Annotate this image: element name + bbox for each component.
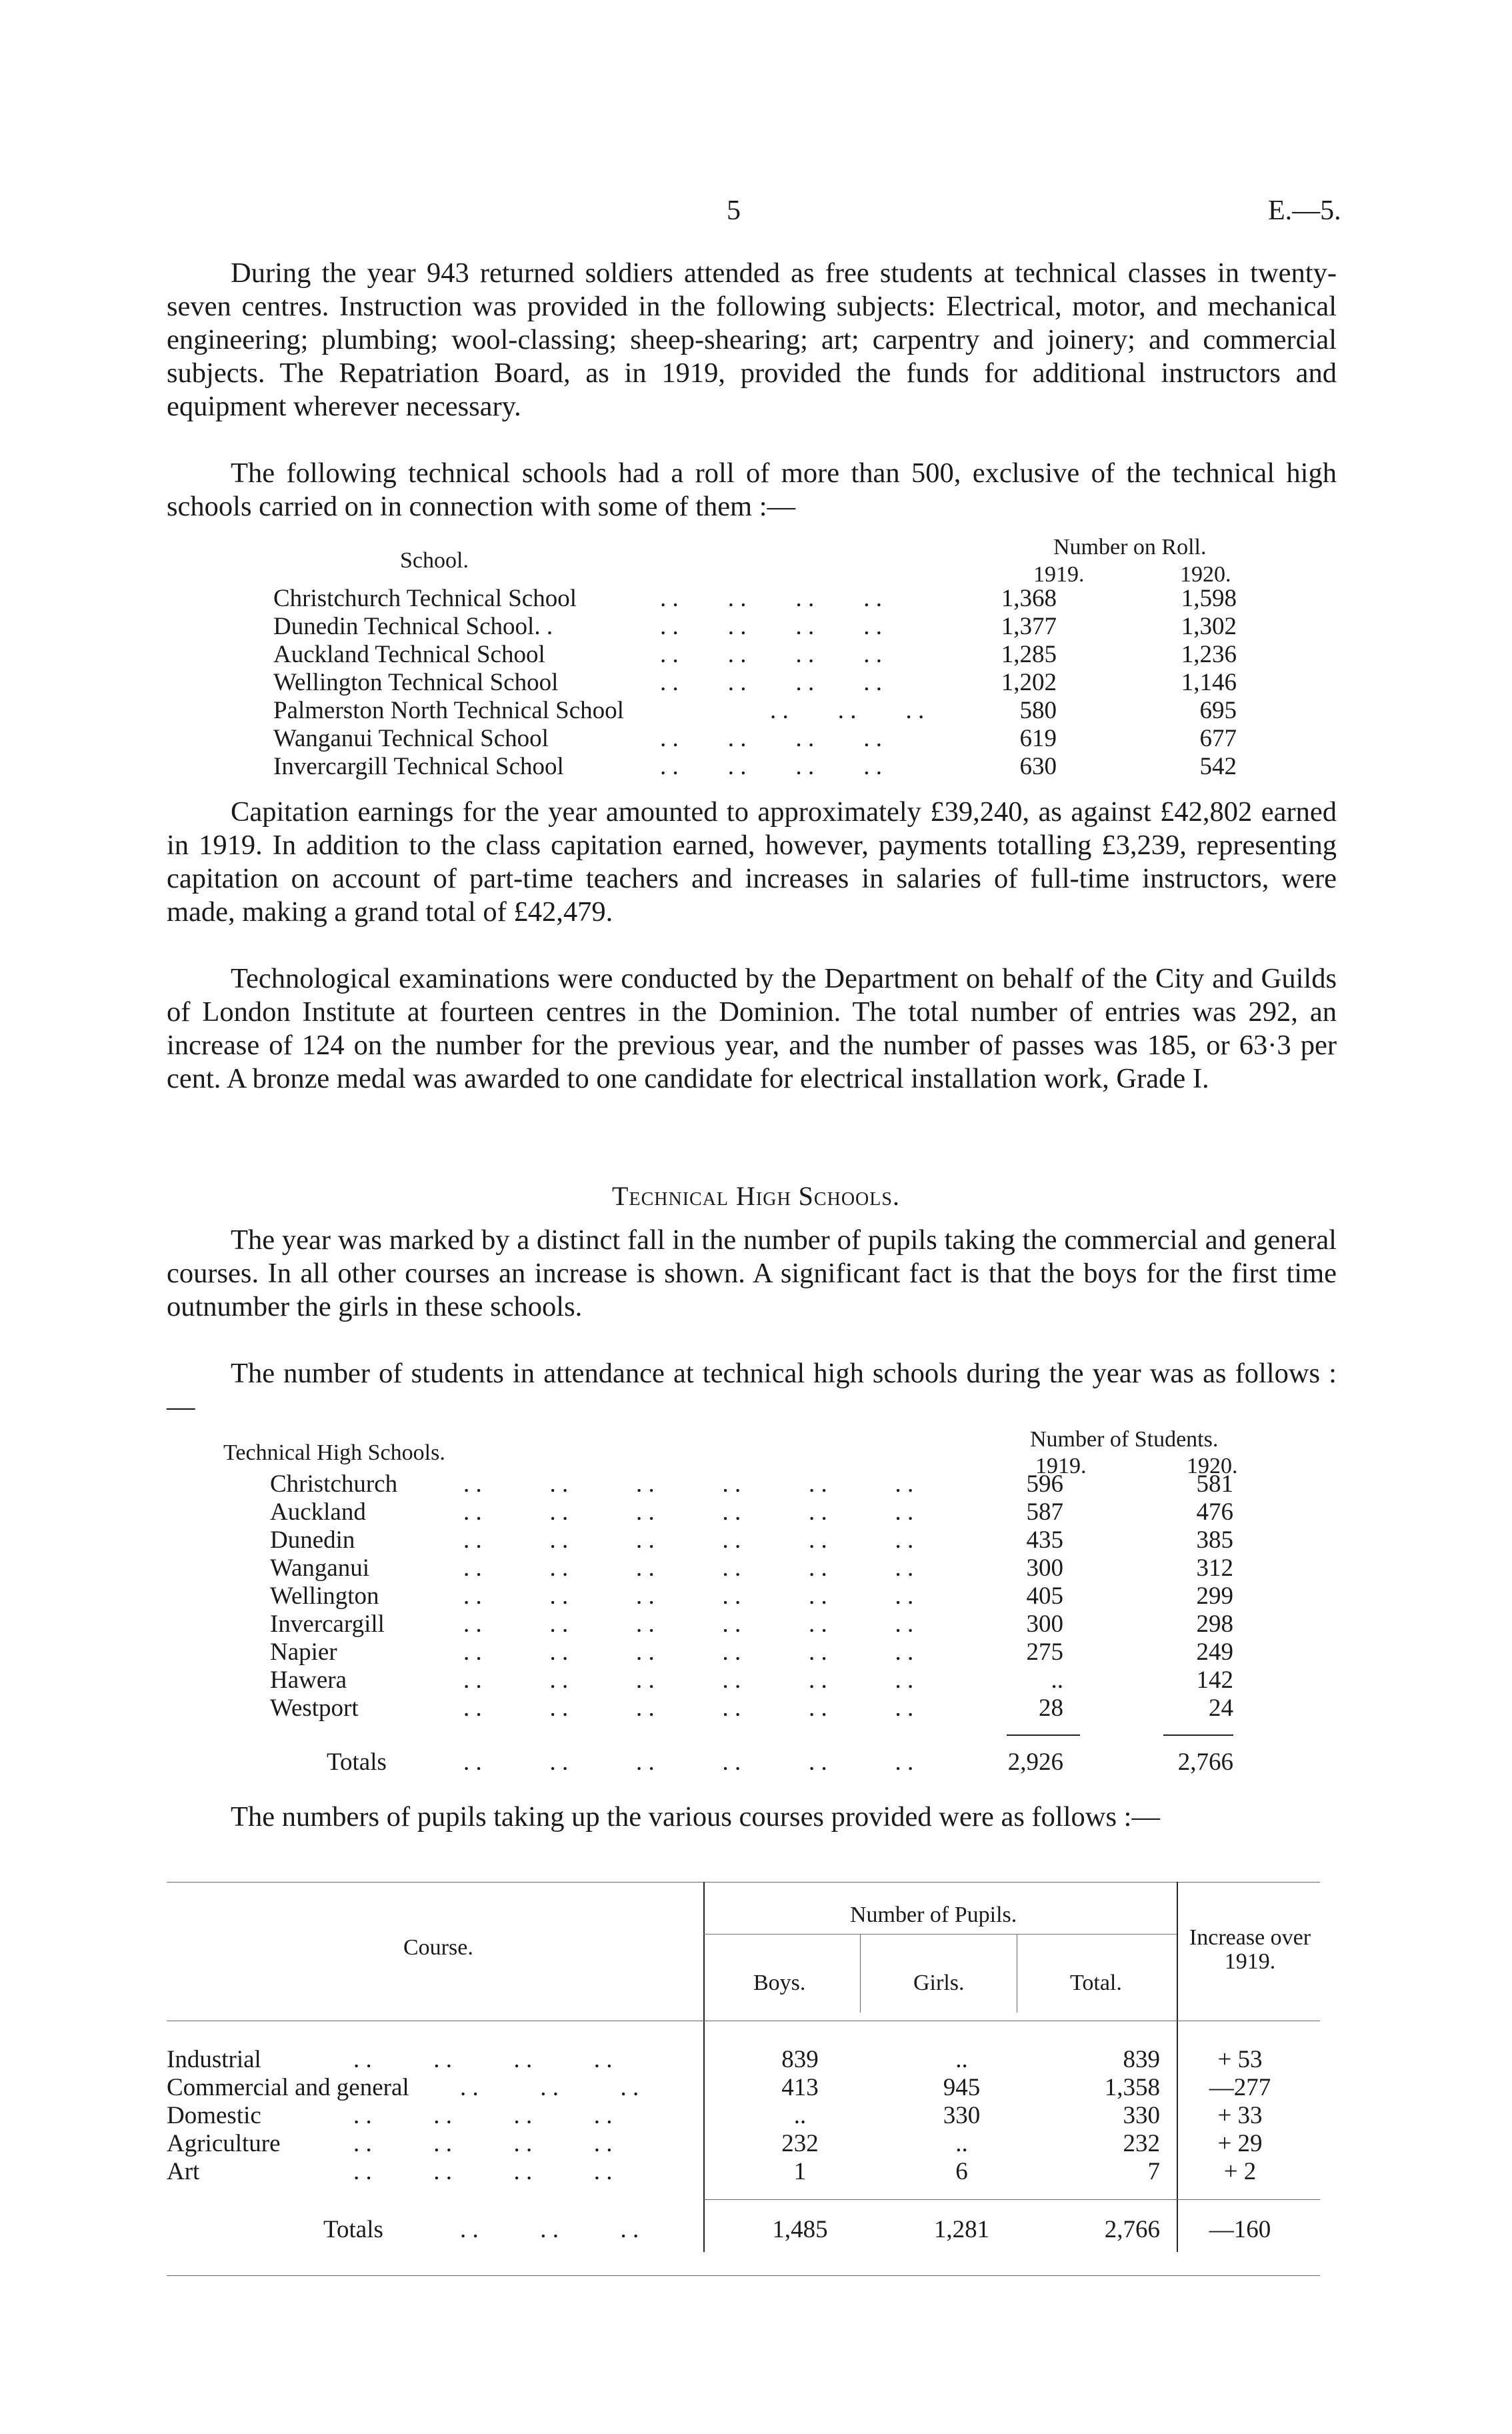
course-name: Art [167,2158,200,2185]
value-1920: 1,598 [1181,585,1237,612]
table3-group-rule [703,1934,1177,1935]
paragraph-technological-exams: Technological examinations were conducted by the Department on behalf of the City and Guilds of London Institute at fourteen centres in the Dominion. The total number of entries was 292, an increase of 124 on the number for the previous year, and the number of passes was 185, or 63·3 per cent. A bronze medal was awarded to one candidate for electrical installation work, Grade I. [167,963,1337,1094]
increase-value: + 53 [1217,2046,1263,2073]
value-1919: 435 [1026,1526,1063,1554]
value-1919: 1,377 [1001,613,1057,640]
value-1920: 1,302 [1181,613,1237,640]
totals-label: Totals [327,1748,387,1776]
increase-value: + 29 [1217,2130,1263,2157]
value-1919: 587 [1026,1498,1063,1526]
school-name: Auckland Technical School [273,641,545,668]
table-row: Westport . . . . . . . . . . . . 28 24 [270,1694,1233,1722]
table-row: Wellington Technical School . . . . . . . . 1,202 1,146 [273,669,1237,696]
totals-1919: 2,926 [1007,1748,1063,1776]
value-1919: 300 [1026,1610,1063,1638]
school-name: Wellington Technical School [273,669,559,696]
table1-1919-header: 1919. [1033,562,1085,587]
value-1919: 1,202 [1001,669,1057,696]
value-1919: 405 [1026,1582,1063,1610]
school-name: Invercargill Technical School [273,753,564,780]
table-row: Dunedin Technical School. . . . . . . . . . 1,377 1,302 [273,613,1237,640]
table1-1920-header: 1920. [1180,562,1231,587]
table3-course-header: Course. [403,1935,473,1960]
increase-value: + 2 [1223,2158,1257,2185]
school-name: Invercargill [270,1610,385,1638]
table-row: Invercargill . . . . . . . . . . . . 300 298 [270,1610,1233,1638]
totals-total: 2,766 [1104,2216,1160,2243]
total-value: 232 [1123,2130,1160,2157]
course-name: Commercial and general [167,2074,409,2101]
table2-rows [270,1470,1233,1722]
table-row: Invercargill Technical School . . . . . . . . 630 542 [273,753,1237,780]
table-row: Wellington . . . . . . . . . . . . 405 299 [270,1582,1233,1610]
total-value: 330 [1123,2102,1160,2129]
value-1920: 24 [1209,1694,1233,1722]
totals-boys: 1,485 [772,2216,828,2243]
boys-value: 1 [793,2158,807,2185]
girls-value: .. [955,2130,968,2157]
course-name: Industrial [167,2046,261,2073]
school-name: Dunedin Technical School [273,613,535,640]
paragraph-attendance-intro: The number of students in attendance at technical high schools during the year was as follows :— [167,1358,1337,1422]
table2-1920-header: 1920. [1187,1454,1238,1478]
total-value: 839 [1123,2046,1160,2073]
course-name: Agriculture [167,2130,281,2157]
school-name: Dunedin [270,1526,355,1554]
girls-value: 330 [943,2102,981,2129]
value-1919: 630 [1019,753,1057,780]
total-value: 1,358 [1104,2074,1160,2101]
table-row: Commercial and general . . . . . . 413 945 1,358 —277 [167,2074,1320,2102]
school-name: Westport [270,1694,359,1722]
value-1920: 142 [1196,1666,1233,1694]
boys-value: 413 [781,2074,819,2101]
school-name: Christchurch Technical School [273,585,577,612]
table-row: Art . . . . . . . . 1 6 7 + 2 [167,2158,1320,2186]
paragraph-capitation: Capitation earnings for the year amounted to approximately £39,240, as against £42,802 earned in 1919. In addition to the class capitation earned, however, payments totalling £3,239, representing capitation on account of part-time teachers and increases in salaries of full-time instructors, were made, making a grand total of £42,479. [167,796,1337,928]
school-name: Napier [270,1638,337,1666]
page-number: 5 [727,195,741,226]
value-1919: 596 [1026,1470,1063,1498]
totals-girls: 1,281 [933,2216,990,2243]
value-1920: 677 [1199,725,1237,752]
girls-value: .. [955,2046,968,2073]
table2-1919-header: 1919. [1035,1454,1087,1478]
totals-rule-1920 [1163,1734,1233,1736]
table3-rows [167,2046,1320,2186]
paragraph-courses-intro: The numbers of pupils taking up the various courses provided were as follows :— [231,1801,1160,1833]
value-1920: 1,236 [1181,641,1237,668]
table-row: Palmerston North Technical School . . . . . . 580 695 [273,697,1237,724]
school-name: Auckland [270,1498,366,1526]
value-1920: 298 [1196,1610,1233,1638]
value-1919: 1,285 [1001,641,1057,668]
value-1920: 476 [1196,1498,1233,1526]
table-row: Dunedin . . . . . . . . . . . . 435 385 [270,1526,1233,1554]
table3-girls-header: Girls. [913,1971,965,1995]
table-row: Christchurch . . . . . . . . . . . . 596 581 [270,1470,1233,1498]
school-name: Christchurch [270,1470,398,1498]
table-row: Auckland Technical School . . . . . . . . 1,285 1,236 [273,641,1237,668]
table-row: Industrial . . . . . . . . 839 .. 839 + 53 [167,2046,1320,2074]
table-row: Hawera . . . . . . . . . . . . .. 142 [270,1666,1233,1694]
boys-value: 839 [781,2046,819,2073]
table-row: Wanganui Technical School . . . . . . . . 619 677 [273,725,1237,752]
boys-value: .. [793,2102,807,2129]
table3-top-rule [167,1882,1320,1883]
value-1920: 542 [1199,753,1237,780]
value-1920: 581 [1196,1470,1233,1498]
table2-group-header: Number of Students. [1030,1427,1219,1452]
table2-school-header: Technical High Schools. [223,1440,445,1465]
table-row: Napier . . . . . . . . . . . . 275 249 [270,1638,1233,1666]
table-row: Auckland . . . . . . . . . . . . 587 476 [270,1498,1233,1526]
table1-school-header: School. [400,548,469,573]
section-heading-technical-high-schools: Technical High Schools. [612,1181,900,1211]
table-row: Wanganui . . . . . . . . . . . . 300 312 [270,1554,1233,1582]
totals-rule-1919 [1007,1734,1080,1736]
table3-boys-header: Boys. [753,1971,806,1995]
table-row: Agriculture . . . . . . . . 232 .. 232 + 29 [167,2130,1320,2158]
paragraph-technical-schools-intro: The following technical schools had a roll of more than 500, exclusive of the technical high schools carried on in connection with some of them :— [167,457,1337,522]
value-1920: 312 [1196,1554,1233,1582]
table1-rows [273,585,1237,781]
boys-value: 232 [781,2130,819,2157]
value-1919: 619 [1019,725,1057,752]
value-1920: 249 [1196,1638,1233,1666]
table2-totals-row: Totals . . . . . . . . . . . . 2,926 2,766 [327,1748,1233,1776]
table3-increase-header: Increase over 1919. [1189,1925,1311,1974]
course-name: Domestic [167,2102,261,2129]
document-reference: E.—5. [1268,195,1341,226]
value-1920: 299 [1196,1582,1233,1610]
value-1920: 1,146 [1181,669,1237,696]
value-1919: 580 [1019,697,1057,724]
table1-group-header: Number on Roll. [1053,535,1207,559]
girls-value: 945 [943,2074,981,2101]
table3-total-header: Total. [1070,1971,1122,1995]
value-1920: 695 [1199,697,1237,724]
value-1919: 1,368 [1001,585,1057,612]
school-name: Hawera [270,1666,347,1694]
totals-increase: —160 [1209,2216,1271,2243]
value-1919: 300 [1026,1554,1063,1582]
school-name: Wellington [270,1582,379,1610]
totals-1920: 2,766 [1177,1748,1233,1776]
increase-value: + 33 [1217,2102,1263,2129]
increase-value: —277 [1209,2074,1271,2101]
value-1919: 275 [1026,1638,1063,1666]
value-1919: .. [1051,1666,1063,1694]
table3-totals-rule [703,2199,1320,2200]
table-row: Christchurch Technical School . . . . . . . . 1,368 1,598 [273,585,1237,612]
value-1920: 385 [1196,1526,1233,1554]
paragraph-year-marked: The year was marked by a distinct fall in the number of pupils taking the commercial and general courses. In all other courses an increase is shown. A significant fact is that the boys for the first time outnumber the girls in these schools. [167,1224,1337,1322]
table3-vline-2 [860,1934,861,2013]
school-name: Palmerston North Technical School [273,697,624,724]
school-name: Wanganui Technical School [273,725,549,752]
total-value: 7 [1147,2158,1160,2185]
table3-totals-row: Totals . . . . . . 1,485 1,281 2,766 —160 [167,2216,1320,2244]
totals-label: Totals [323,2216,383,2243]
paragraph-returned-soldiers: During the year 943 returned soldiers attended as free students at technical classes in twenty-seven centres. Instruction was provided in the following subjects: Electrical, motor, and mechanical engineering; plumbing; wool-classing; sheep-shearing; art; carpentry and joinery; and commercial subjects. The Repatriation Board, as in 1919, provided the funds for additional instructors and equipment wherever necessary. [167,257,1337,422]
girls-value: 6 [955,2158,968,2185]
value-1919: 28 [1039,1694,1063,1722]
table3-bottom-rule [167,2275,1320,2276]
table3-group-header: Number of Pupils. [850,1903,1017,1927]
table-row: Domestic . . . . . . . . .. 330 330 + 33 [167,2102,1320,2130]
school-name: Wanganui [270,1554,370,1582]
